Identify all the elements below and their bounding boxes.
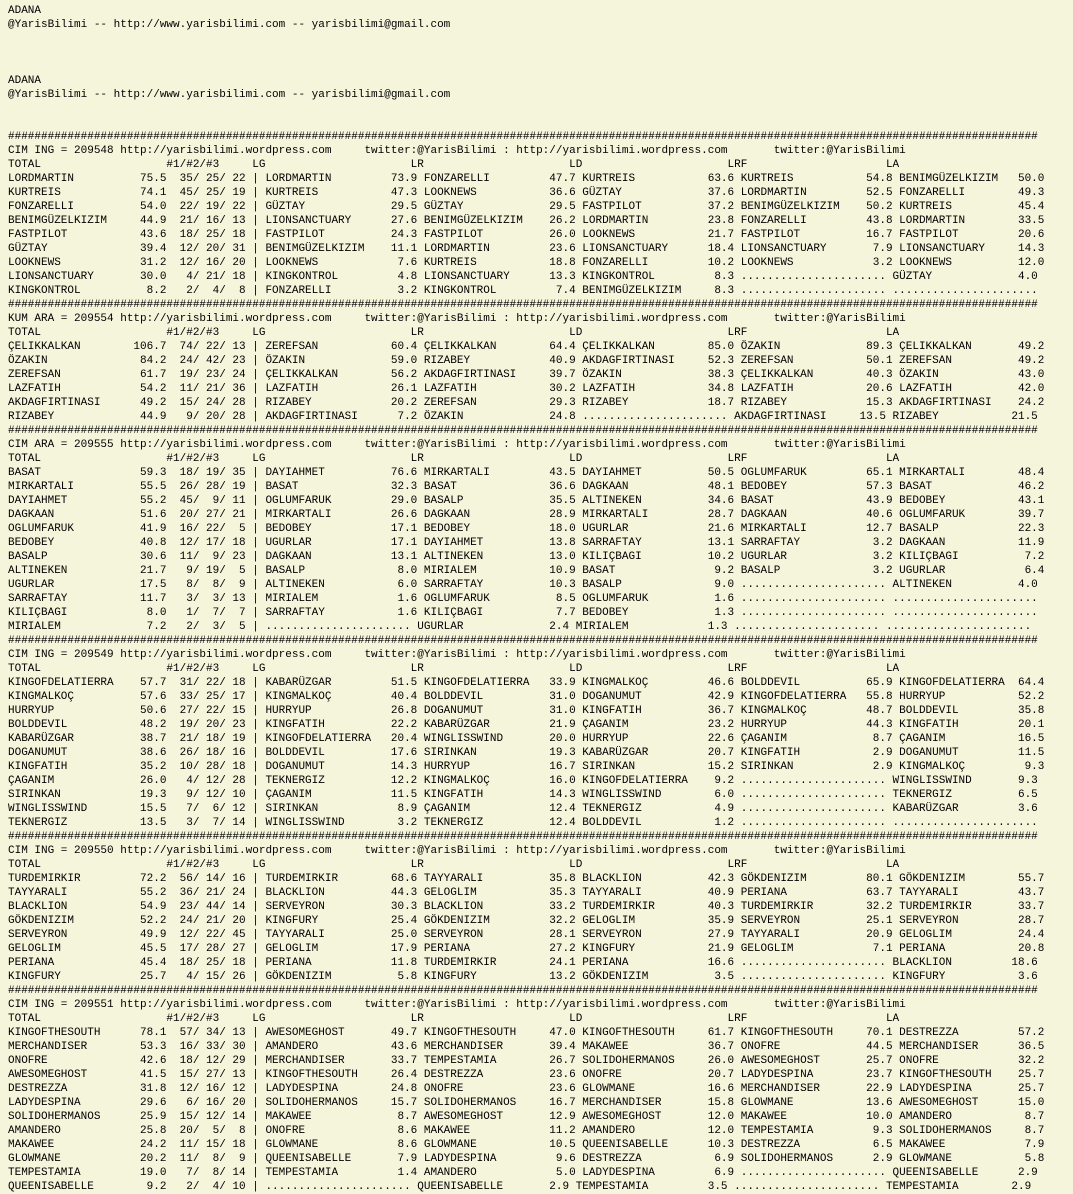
column-header-line: TOTAL #1/#2/#3 LG LR LD LRF LA bbox=[8, 159, 900, 171]
blank-line bbox=[8, 46, 1044, 60]
column-header-line: TOTAL #1/#2/#3 LG LR LD LRF LA bbox=[8, 859, 900, 871]
table-row: AMANDERO 25.8 20/ 5/ 8 | ONOFRE 8.6 MAKAWEE 11.2 AMANDERO 12.0 TEMPESTAMIA 9.3 SOLIDOHERMANOS 8.7 bbox=[8, 1125, 1045, 1137]
column-header-line: TOTAL #1/#2/#3 LG LR LD LRF LA bbox=[8, 1013, 900, 1025]
separator-line: ############################################################################################################################################################ bbox=[8, 299, 1038, 311]
table-row: AWESOMEGHOST 41.5 15/ 27/ 13 | KINGOFTHESOUTH 26.4 DESTREZZA 23.6 ONOFRE 20.7 LADYDESPINA 23.7 KINGOFTHESOUTH 25.7 bbox=[8, 1069, 1045, 1081]
table-row: RIZABEY 44.9 9/ 20/ 28 | AKDAGFIRTINASI 7.2 ÖZAKIN 24.8 ...................... AKDAGFIRTINASI 13.5 RIZABEY 21.5 bbox=[8, 411, 1038, 423]
table-row: BOLDDEVIL 48.2 19/ 20/ 23 | KINGFATIH 22.2 KABARÜZGAR 21.9 ÇAGANIM 23.2 HURRYUP 44.3 KINGFATIH 20.1 bbox=[8, 719, 1045, 731]
table-row: KABARÜZGAR 38.7 21/ 18/ 19 | KINGOFDELATIERRA 20.4 WINGLISSWIND 20.0 HURRYUP 22.6 ÇAGANIM 8.7 ÇAGANIM 16.5 bbox=[8, 733, 1045, 745]
table-row: SIRINKAN 19.3 9/ 12/ 10 | ÇAGANIM 11.5 KINGFATIH 14.3 WINGLISSWIND 6.0 ...................... TEKNERGIZ 6.5 bbox=[8, 789, 1038, 801]
table-row: GLOWMANE 20.2 11/ 8/ 9 | QUEENISABELLE 7.9 LADYDESPINA 9.6 DESTREZZA 6.9 SOLIDOHERMANOS 2.9 GLOWMANE 5.8 bbox=[8, 1153, 1045, 1165]
table-row: GÜZTAY 39.4 12/ 20/ 31 | BENIMGÜZELKIZIM 11.1 LORDMARTIN 23.6 LIONSANCTUARY 18.4 LIONSANCTUARY 7.9 LIONSANCTUARY 14.3 bbox=[8, 243, 1045, 255]
table-row: KINGFURY 25.7 4/ 15/ 26 | GÖKDENIZIM 5.8 KINGFURY 13.2 GÖKDENIZIM 3.5 ...................... KINGFURY 3.6 bbox=[8, 971, 1038, 983]
table-row: BENIMGÜZELKIZIM 44.9 21/ 16/ 13 | LIONSANCTUARY 27.6 BENIMGÜZELKIZIM 26.2 LORDMARTIN 23.8 FONZARELLI 43.8 LORDMARTIN 33.5 bbox=[8, 215, 1045, 227]
table-row: QUEENISABELLE 9.2 2/ 4/ 10 | ...................... QUEENISABELLE 2.9 TEMPESTAMIA 3.5 ...................... TEMPESTAMIA 2.9 bbox=[8, 1181, 1032, 1193]
table-row: KINGKONTROL 8.2 2/ 4/ 8 | FONZARELLI 3.2 KINGKONTROL 7.4 BENIMGÜZELKIZIM 8.3 ...................... ...................... bbox=[8, 285, 1038, 297]
table-row: LIONSANCTUARY 30.0 4/ 21/ 18 | KINGKONTROL 4.8 LIONSANCTUARY 13.3 KINGKONTROL 8.3 ...................... GÜZTAY 4.0 bbox=[8, 271, 1038, 283]
city-title: ADANA bbox=[8, 75, 42, 87]
blank-line bbox=[8, 102, 1044, 116]
race-header-line: KUM ARA = 209554 http://yarisbilimi.wordpress.com twitter:@YarisBilimi : http://yarisbilimi.wordpress.com twitter:@YarisBilimi bbox=[8, 313, 906, 325]
table-row: ONOFRE 42.6 18/ 12/ 29 | MERCHANDISER 33.7 TEMPESTAMIA 26.7 SOLIDOHERMANOS 26.0 AWESOMEGHOST 25.7 ONOFRE 32.2 bbox=[8, 1055, 1045, 1067]
separator-line: ############################################################################################################################################################ bbox=[8, 985, 1038, 997]
table-row: MIRIALEM 7.2 2/ 3/ 5 | ...................... UGURLAR 2.4 MIRIALEM 1.3 ...................... ...................... bbox=[8, 621, 1032, 633]
table-row: TURDEMIRKIR 72.2 56/ 14/ 16 | TURDEMIRKIR 68.6 TAYYARALI 35.8 BLACKLION 42.3 GÖKDENIZIM 80.1 GÖKDENIZIM 55.7 bbox=[8, 873, 1045, 885]
table-row: LOOKNEWS 31.2 12/ 16/ 20 | LOOKNEWS 7.6 KURTREIS 18.8 FONZARELLI 10.2 LOOKNEWS 3.2 LOOKNEWS 12.0 bbox=[8, 257, 1045, 269]
table-row: HURRYUP 50.6 27/ 22/ 15 | HURRYUP 26.8 DOGANUMUT 31.0 KINGFATIH 36.7 KINGMALKOÇ 48.7 BOLDDEVIL 35.8 bbox=[8, 705, 1045, 717]
race-header-line: CIM ING = 209549 http://yarisbilimi.wordpress.com twitter:@YarisBilimi : http://yarisbilimi.wordpress.com twitter:@YarisBilimi bbox=[8, 649, 906, 661]
separator-line: ############################################################################################################################################################ bbox=[8, 131, 1038, 143]
table-row: OGLUMFARUK 41.9 16/ 22/ 5 | BEDOBEY 17.1 BEDOBEY 18.0 UGURLAR 21.6 MIRKARTALI 12.7 BASALP 22.3 bbox=[8, 523, 1045, 535]
table-row: KILIÇBAGI 8.0 1/ 7/ 7 | SARRAFTAY 1.6 KILIÇBAGI 7.7 BEDOBEY 1.3 ...................... ...................... bbox=[8, 607, 1038, 619]
city-title: ADANA bbox=[8, 5, 42, 17]
column-header-line: TOTAL #1/#2/#3 LG LR LD LRF LA bbox=[8, 327, 900, 339]
blank-line bbox=[8, 32, 1044, 46]
table-row: SERVEYRON 49.9 12/ 22/ 45 | TAYYARALI 25.0 SERVEYRON 28.1 SERVEYRON 27.9 TAYYARALI 20.9 GELOGLIM 24.4 bbox=[8, 929, 1045, 941]
table-row: SOLIDOHERMANOS 25.9 15/ 12/ 14 | MAKAWEE 8.7 AWESOMEGHOST 12.9 AWESOMEGHOST 12.0 MAKAWEE 10.0 AMANDERO 8.7 bbox=[8, 1111, 1045, 1123]
table-row: LAZFATIH 54.2 11/ 21/ 36 | LAZFATIH 26.1 LAZFATIH 30.2 LAZFATIH 34.8 LAZFATIH 20.6 LAZFATIH 42.0 bbox=[8, 383, 1045, 395]
table-row: DESTREZZA 31.8 12/ 16/ 12 | LADYDESPINA 24.8 ONOFRE 23.6 GLOWMANE 16.6 MERCHANDISER 22.9 LADYDESPINA 25.7 bbox=[8, 1083, 1045, 1095]
table-row: KURTREIS 74.1 45/ 25/ 19 | KURTREIS 47.3 LOOKNEWS 36.6 GÜZTAY 37.6 LORDMARTIN 52.5 FONZARELLI 49.3 bbox=[8, 187, 1045, 199]
table-row: KINGOFDELATIERRA 57.7 31/ 22/ 18 | KABARÜZGAR 51.5 KINGOFDELATIERRA 33.9 KINGMALKOÇ 46.6 BOLDDEVIL 65.9 KINGOFDELATIERRA 64.4 bbox=[8, 677, 1045, 689]
race-header-line: CIM ING = 209550 http://yarisbilimi.wordpress.com twitter:@YarisBilimi : http://yarisbilimi.wordpress.com twitter:@YarisBilimi bbox=[8, 845, 906, 857]
table-row: BASAT 59.3 18/ 19/ 35 | DAYIAHMET 76.6 MIRKARTALI 43.5 DAYIAHMET 50.5 OGLUMFARUK 65.1 MIRKARTALI 48.4 bbox=[8, 467, 1045, 479]
table-row: DAYIAHMET 55.2 45/ 9/ 11 | OGLUMFARUK 29.0 BASALP 35.5 ALTINEKEN 34.6 BASAT 43.9 BEDOBEY 43.1 bbox=[8, 495, 1045, 507]
table-row: ÖZAKIN 84.2 24/ 42/ 23 | ÖZAKIN 59.0 RIZABEY 40.9 AKDAGFIRTINASI 52.3 ZEREFSAN 50.1 ZEREFSAN 49.2 bbox=[8, 355, 1045, 367]
contact-line: @YarisBilimi -- http://www.yarisbilimi.com -- yarisbilimi@gmail.com bbox=[8, 19, 451, 31]
table-row: UGURLAR 17.5 8/ 8/ 9 | ALTINEKEN 6.0 SARRAFTAY 10.3 BASALP 9.0 ...................... ALTINEKEN 4.0 bbox=[8, 579, 1038, 591]
table-row: BLACKLION 54.9 23/ 44/ 14 | SERVEYRON 30.3 BLACKLION 33.2 TURDEMIRKIR 40.3 TURDEMIRKIR 32.2 TURDEMIRKIR 33.7 bbox=[8, 901, 1045, 913]
table-row: GÖKDENIZIM 52.2 24/ 21/ 20 | KINGFURY 25.4 GÖKDENIZIM 32.2 GELOGLIM 35.9 SERVEYRON 25.1 SERVEYRON 28.7 bbox=[8, 915, 1045, 927]
table-row: LORDMARTIN 75.5 35/ 25/ 22 | LORDMARTIN 73.9 FONZARELLI 47.7 KURTREIS 63.6 KURTREIS 54.8 BENIMGÜZELKIZIM 50.0 bbox=[8, 173, 1045, 185]
table-row: WINGLISSWIND 15.5 7/ 6/ 12 | SIRINKAN 8.9 ÇAGANIM 12.4 TEKNERGIZ 4.9 ...................... KABARÜZGAR 3.6 bbox=[8, 803, 1038, 815]
contact-line: @YarisBilimi -- http://www.yarisbilimi.com -- yarisbilimi@gmail.com bbox=[8, 89, 451, 101]
table-row: GELOGLIM 45.5 17/ 28/ 27 | GELOGLIM 17.9 PERIANA 27.2 KINGFURY 21.9 GELOGLIM 7.1 PERIANA 20.8 bbox=[8, 943, 1045, 955]
table-row: LADYDESPINA 29.6 6/ 16/ 20 | SOLIDOHERMANOS 15.7 SOLIDOHERMANOS 16.7 MERCHANDISER 15.8 GLOWMANE 13.6 AWESOMEGHOST 15.0 bbox=[8, 1097, 1045, 1109]
table-row: MIRKARTALI 55.5 26/ 28/ 19 | BASAT 32.3 BASAT 36.6 DAGKAAN 48.1 BEDOBEY 57.3 BASAT 46.2 bbox=[8, 481, 1045, 493]
table-row: PERIANA 45.4 18/ 25/ 18 | PERIANA 11.8 TURDEMIRKIR 24.1 PERIANA 16.6 ...................... BLACKLION 18.6 bbox=[8, 957, 1038, 969]
table-row: DAGKAAN 51.6 20/ 27/ 21 | MIRKARTALI 26.6 DAGKAAN 28.9 MIRKARTALI 28.7 DAGKAAN 40.6 OGLUMFARUK 39.7 bbox=[8, 509, 1045, 521]
separator-line: ############################################################################################################################################################ bbox=[8, 425, 1038, 437]
table-row: ALTINEKEN 21.7 9/ 19/ 5 | BASALP 8.0 MIRIALEM 10.9 BASAT 9.2 BASALP 3.2 UGURLAR 6.4 bbox=[8, 565, 1045, 577]
table-row: ÇAGANIM 26.0 4/ 12/ 28 | TEKNERGIZ 12.2 KINGMALKOÇ 16.0 KINGOFDELATIERRA 9.2 ...................... WINGLISSWIND 9.3 bbox=[8, 775, 1038, 787]
blank-line bbox=[8, 116, 1044, 130]
column-header-line: TOTAL #1/#2/#3 LG LR LD LRF LA bbox=[8, 663, 900, 675]
table-row: SARRAFTAY 11.7 3/ 3/ 13 | MIRIALEM 1.6 OGLUMFARUK 8.5 OGLUMFARUK 1.6 ...................... ...................... bbox=[8, 593, 1038, 605]
race-header-line: CIM ING = 209551 http://yarisbilimi.wordpress.com twitter:@YarisBilimi : http://yarisbilimi.wordpress.com twitter:@YarisBilimi bbox=[8, 999, 906, 1011]
table-row: TEMPESTAMIA 19.0 7/ 8/ 14 | TEMPESTAMIA 1.4 AMANDERO 5.0 LADYDESPINA 6.9 ...................... QUEENISABELLE 2.9 bbox=[8, 1167, 1038, 1179]
table-row: TEKNERGIZ 13.5 3/ 7/ 14 | WINGLISSWIND 3.2 TEKNERGIZ 12.4 BOLDDEVIL 1.2 ...................... ...................... bbox=[8, 817, 1038, 829]
table-row: MERCHANDISER 53.3 16/ 33/ 30 | AMANDERO 43.6 MERCHANDISER 39.4 MAKAWEE 36.7 ONOFRE 44.5 MERCHANDISER 36.5 bbox=[8, 1041, 1045, 1053]
table-row: KINGMALKOÇ 57.6 33/ 25/ 17 | KINGMALKOÇ 40.4 BOLDDEVIL 31.0 DOGANUMUT 42.9 KINGOFDELATIERRA 55.8 HURRYUP 52.2 bbox=[8, 691, 1045, 703]
table-row: TAYYARALI 55.2 36/ 21/ 24 | BLACKLION 44.3 GELOGLIM 35.3 TAYYARALI 40.9 PERIANA 63.7 TAYYARALI 43.7 bbox=[8, 887, 1045, 899]
table-row: DOGANUMUT 38.6 26/ 18/ 16 | BOLDDEVIL 17.6 SIRINKAN 19.3 KABARÜZGAR 20.7 KINGFATIH 2.9 DOGANUMUT 11.5 bbox=[8, 747, 1045, 759]
table-row: BEDOBEY 40.8 12/ 17/ 18 | UGURLAR 17.1 DAYIAHMET 13.8 SARRAFTAY 13.1 SARRAFTAY 3.2 DAGKAAN 11.9 bbox=[8, 537, 1045, 549]
race-report-document bbox=[8, 4, 1044, 1194]
race-header-line: CIM ING = 209548 http://yarisbilimi.wordpress.com twitter:@YarisBilimi : http://yarisbilimi.wordpress.com twitter:@YarisBilimi bbox=[8, 145, 906, 157]
race-header-line: CIM ARA = 209555 http://yarisbilimi.wordpress.com twitter:@YarisBilimi : http://yarisbilimi.wordpress.com twitter:@YarisBilimi bbox=[8, 439, 906, 451]
blank-line bbox=[8, 60, 1044, 74]
table-row: FONZARELLI 54.0 22/ 19/ 22 | GÜZTAY 29.5 GÜZTAY 29.5 FASTPILOT 37.2 BENIMGÜZELKIZIM 50.2 KURTREIS 45.4 bbox=[8, 201, 1045, 213]
table-row: KINGFATIH 35.2 10/ 28/ 18 | DOGANUMUT 14.3 HURRYUP 16.7 SIRINKAN 15.2 SIRINKAN 2.9 KINGMALKOÇ 9.3 bbox=[8, 761, 1045, 773]
table-row: BASALP 30.6 11/ 9/ 23 | DAGKAAN 13.1 ALTINEKEN 13.0 KILIÇBAGI 10.2 UGURLAR 3.2 KILIÇBAGI 7.2 bbox=[8, 551, 1045, 563]
table-row: MAKAWEE 24.2 11/ 15/ 18 | GLOWMANE 8.6 GLOWMANE 10.5 QUEENISABELLE 10.3 DESTREZZA 6.5 MAKAWEE 7.9 bbox=[8, 1139, 1045, 1151]
table-row: KINGOFTHESOUTH 78.1 57/ 34/ 13 | AWESOMEGHOST 49.7 KINGOFTHESOUTH 47.0 KINGOFTHESOUTH 61.7 KINGOFTHESOUTH 70.1 DESTREZZA 57.2 bbox=[8, 1027, 1045, 1039]
separator-line: ############################################################################################################################################################ bbox=[8, 831, 1038, 843]
column-header-line: TOTAL #1/#2/#3 LG LR LD LRF LA bbox=[8, 453, 900, 465]
table-row: ZEREFSAN 61.7 19/ 23/ 24 | ÇELIKKALKAN 56.2 AKDAGFIRTINASI 39.7 ÖZAKIN 38.3 ÇELIKKALKAN 40.3 ÖZAKIN 43.0 bbox=[8, 369, 1045, 381]
table-row: ÇELIKKALKAN 106.7 74/ 22/ 13 | ZEREFSAN 60.4 ÇELIKKALKAN 64.4 ÇELIKKALKAN 85.0 ÖZAKIN 89.3 ÇELIKKALKAN 49.2 bbox=[8, 341, 1045, 353]
separator-line: ############################################################################################################################################################ bbox=[8, 635, 1038, 647]
table-row: FASTPILOT 43.6 18/ 25/ 18 | FASTPILOT 24.3 FASTPILOT 26.0 LOOKNEWS 21.7 FASTPILOT 16.7 FASTPILOT 20.6 bbox=[8, 229, 1045, 241]
table-row: AKDAGFIRTINASI 49.2 15/ 24/ 28 | RIZABEY 20.2 ZEREFSAN 29.3 RIZABEY 18.7 RIZABEY 15.3 AKDAGFIRTINASI 24.2 bbox=[8, 397, 1045, 409]
